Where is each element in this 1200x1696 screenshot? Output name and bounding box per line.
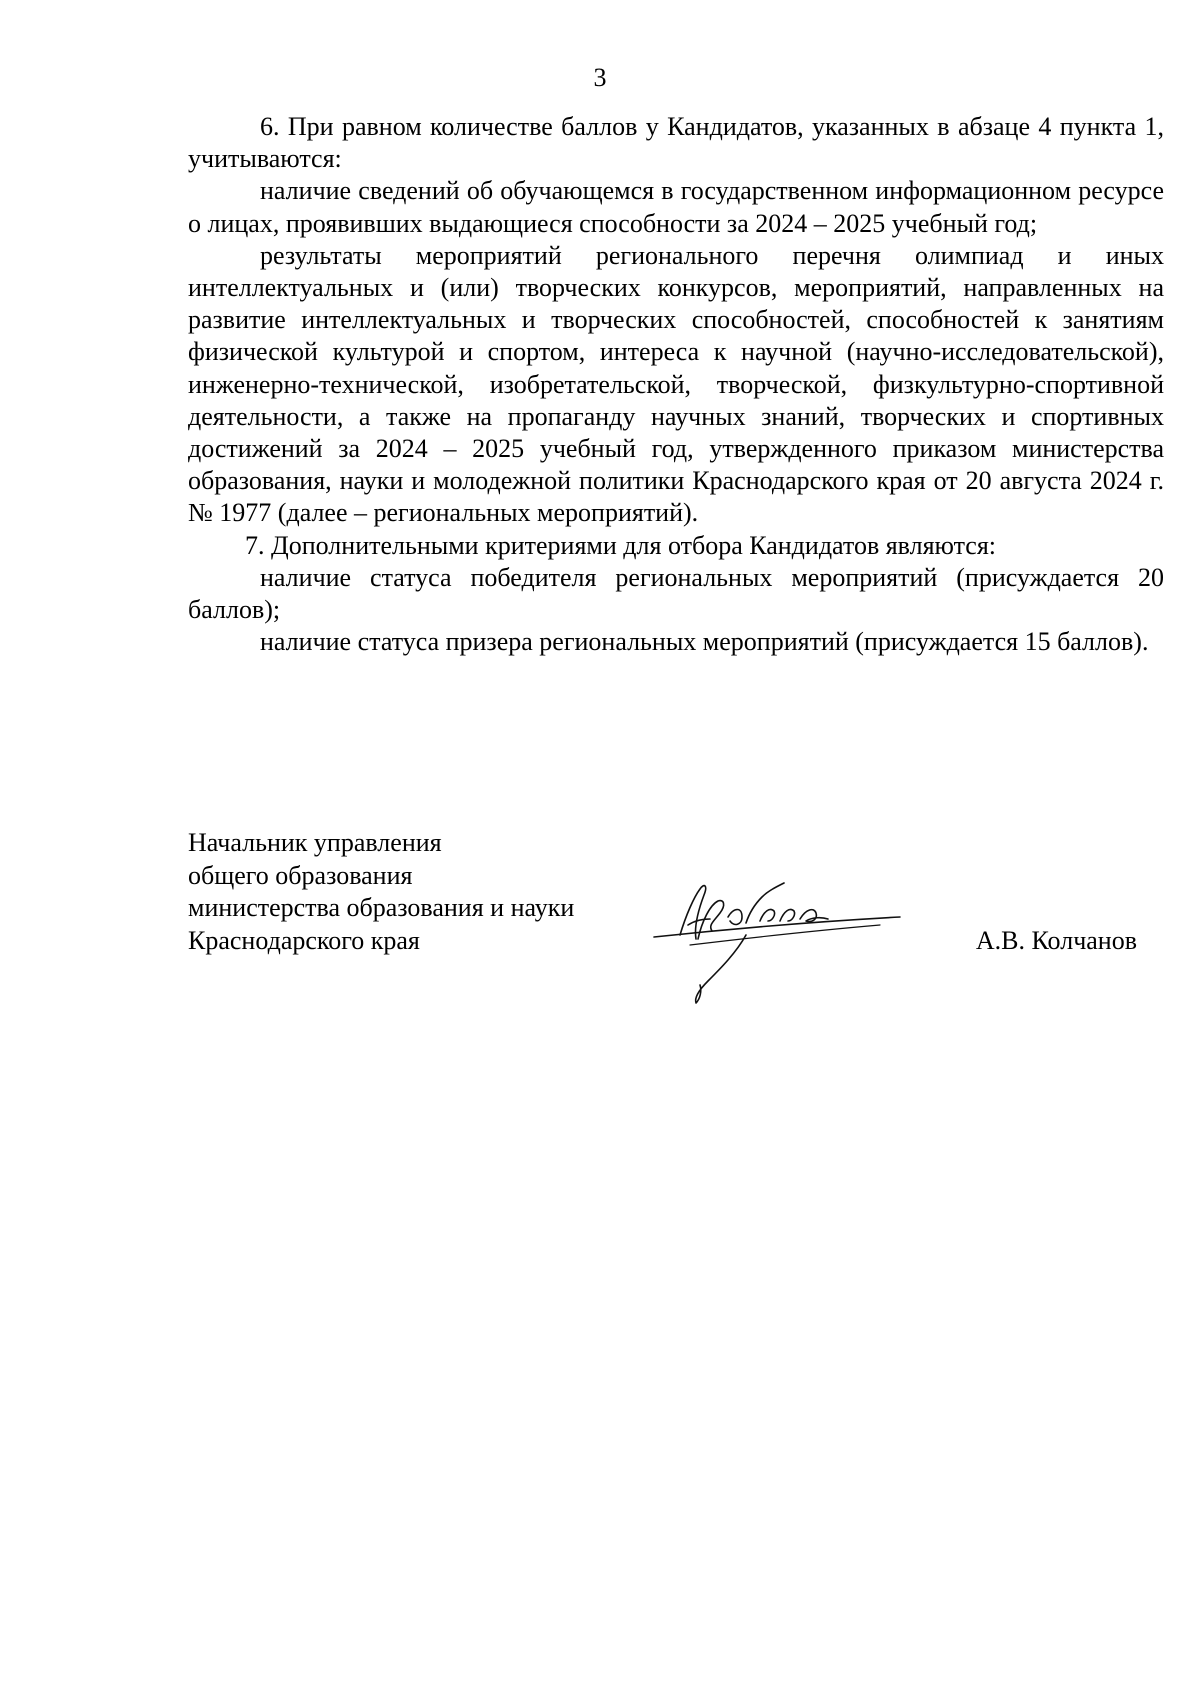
paragraph-item-7: 7. Дополнительными критериями для отбора Кандидатов являются: <box>245 530 997 560</box>
handwritten-signature <box>650 865 910 1025</box>
position-line: общего образования <box>188 860 413 890</box>
document-body <box>188 111 1164 658</box>
position-line: Начальник управления <box>188 828 442 857</box>
position-line: Краснодарского края <box>188 925 420 955</box>
paragraph-item-6: 6. При равном количестве баллов у Кандидатов, указанных в абзаце 4 пункта 1, учитываются: <box>188 112 1164 174</box>
paragraph-gis-info: наличие сведений об обучающемся в государственном информационном ресурсе о лицах, проявивших выдающиеся способности за 2024 – 2025 учебный год; <box>188 176 1164 238</box>
signatory-position <box>188 827 574 957</box>
signer-name: А.В. Колчанов <box>975 926 1137 955</box>
position-line: министерства образования и науки <box>188 893 575 922</box>
page-number: 3 <box>593 63 607 92</box>
paragraph-regional-results: результаты мероприятий регионального перечня олимпиад и иных интеллектуальных и (или) творческих конкурсов, мероприятий, направленных на развитие интеллектуальных и творческих способностей, способностей к занятиям физической культурой и спортом, интереса к научной (научно-исследовательской), инженерно-технической, изобретательской, творческой, физкультурно-спортивной деятельности, а также на пропаганду научных знаний, творческих и спортивных достижений за 2024 – 2025 учебный год, утвержденного приказом министерства образования, науки и молодежной политики Краснодарского края от 20 августа 2024 г. № 1977 (далее – региональных мероприятий). <box>188 240 1164 528</box>
paragraph-winner-status: наличие статуса победителя региональных мероприятий (присуждается 20 баллов); <box>188 562 1164 625</box>
paragraph-prizewinner-status: наличие статуса призера региональных мероприятий (присуждается 15 баллов). <box>260 627 1149 657</box>
